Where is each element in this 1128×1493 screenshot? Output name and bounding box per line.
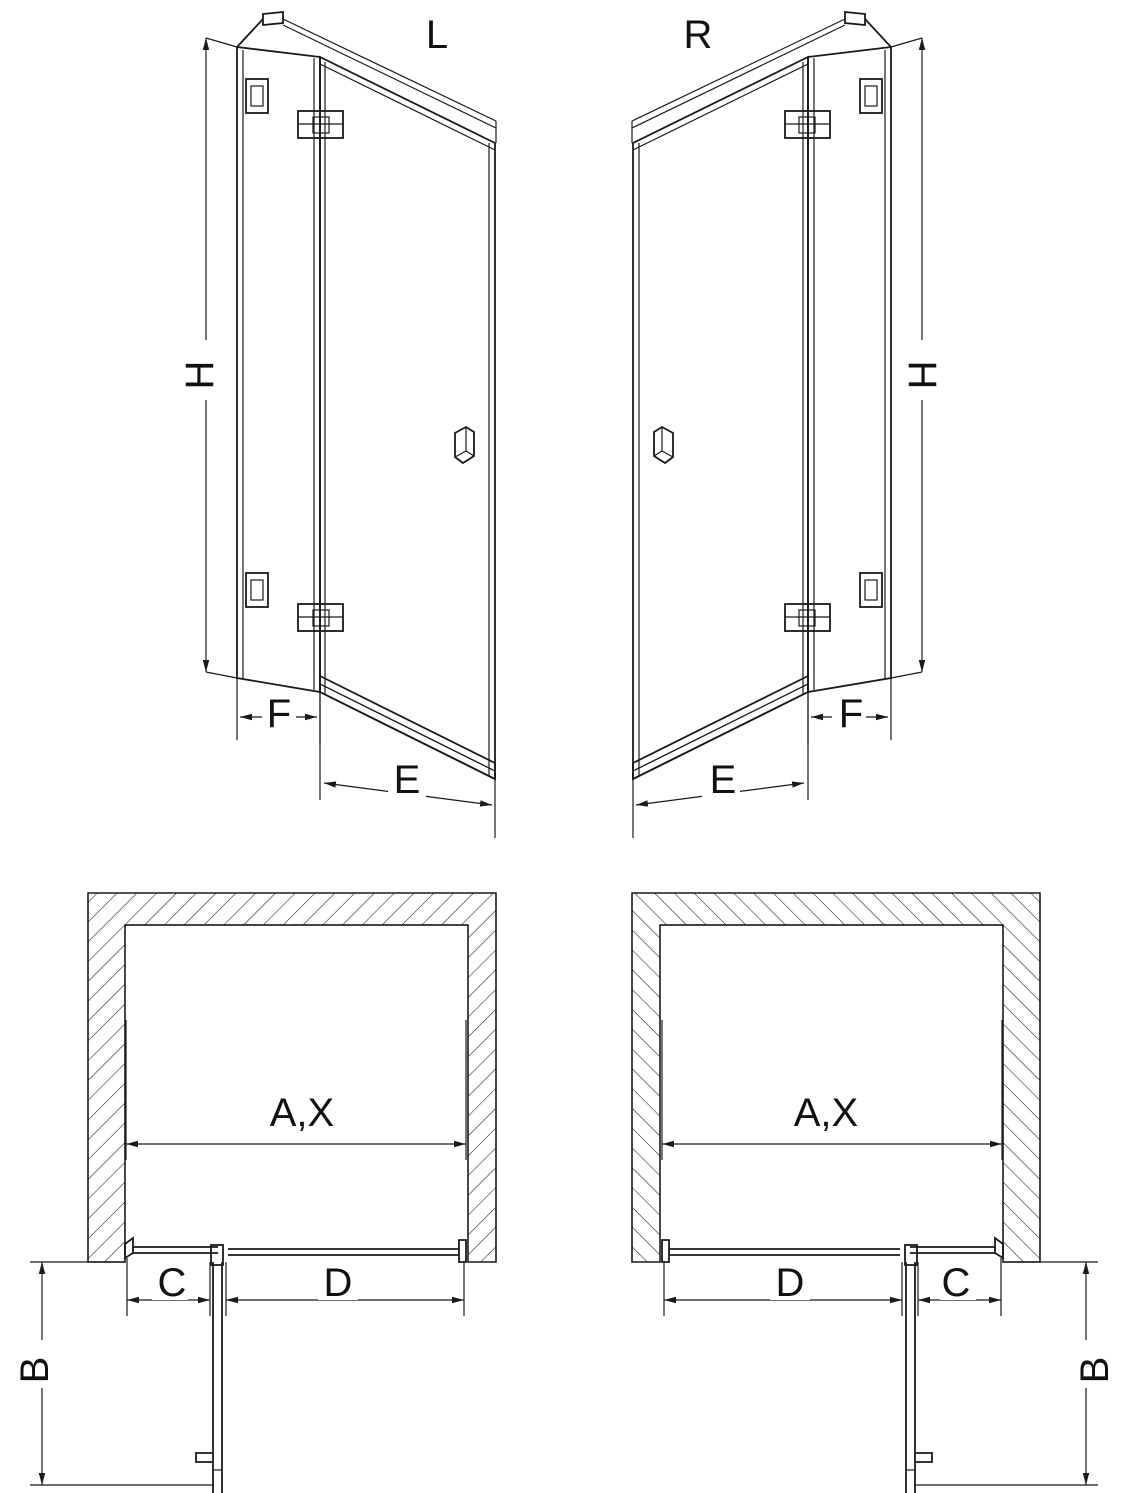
label-D-left: D [323,1261,353,1305]
label-AX-right: A,X [793,1091,859,1135]
label-C-left: C [157,1261,187,1305]
label-H-left: H [178,360,222,390]
label-B-left: B [13,1356,57,1384]
label-E-right: E [709,758,737,802]
label-D-right: D [775,1261,805,1305]
label-AX-left: A,X [269,1091,335,1135]
label-E-left: E [393,758,421,802]
label-F-left: F [266,692,292,736]
label-side-left: L [425,13,449,57]
label-C-right: C [941,1261,971,1305]
label-F-right: F [838,692,864,736]
label-B-right: B [1073,1356,1117,1384]
label-H-right: H [900,360,944,390]
label-side-right: R [683,13,713,57]
